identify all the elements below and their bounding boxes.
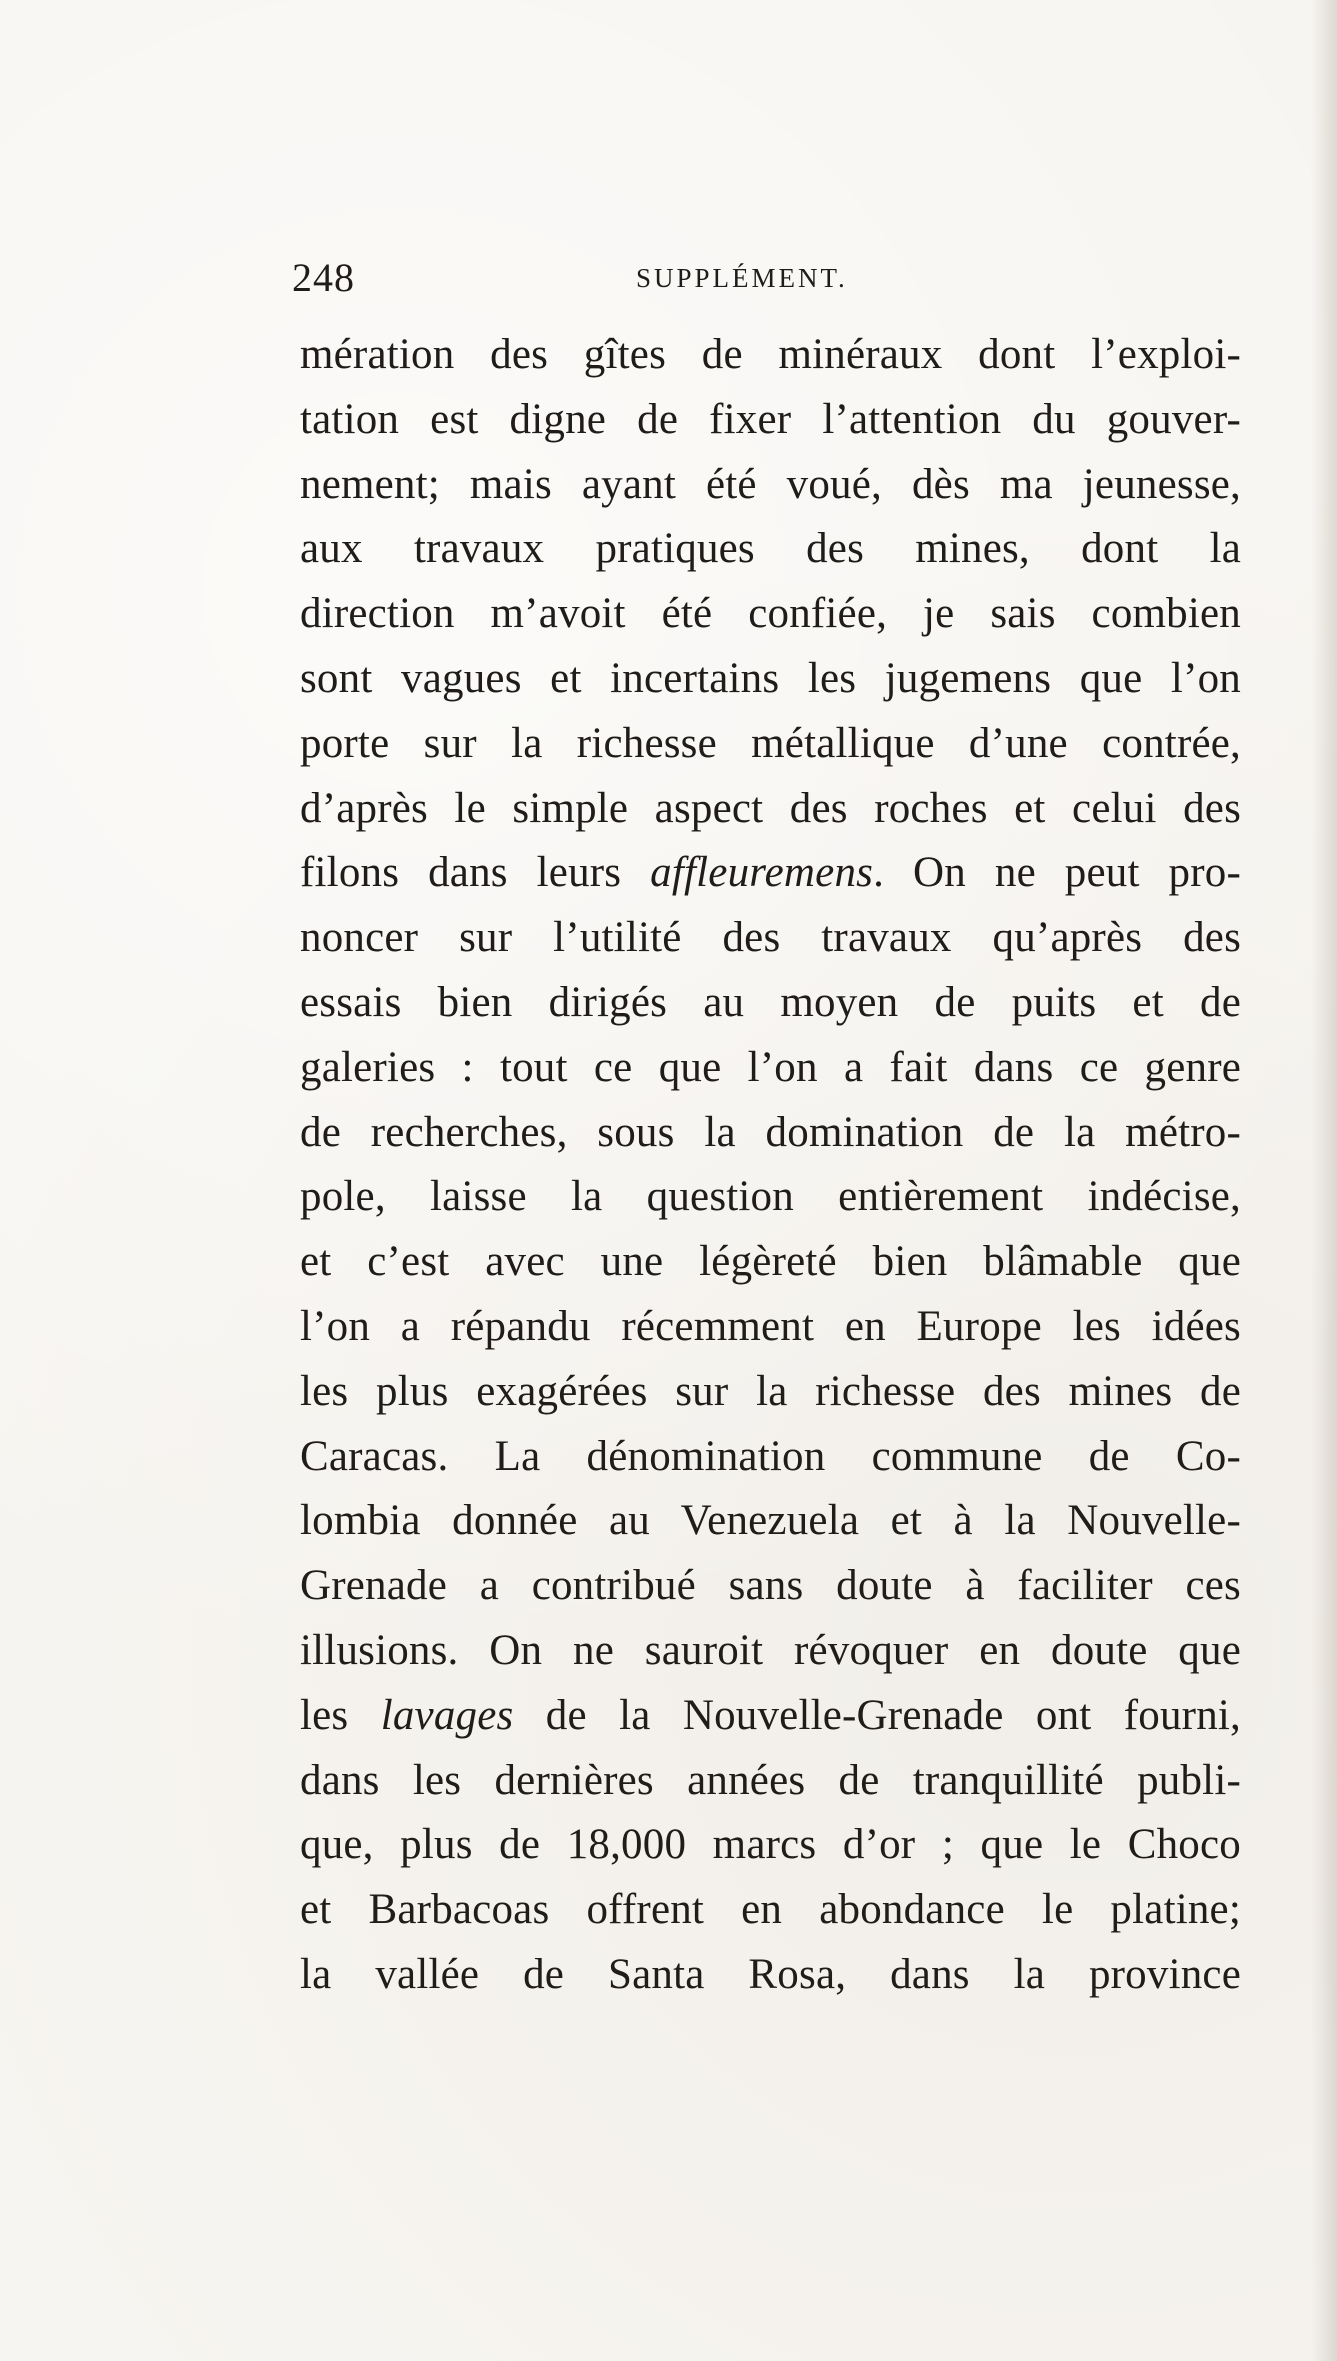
text-line <box>300 777 1241 842</box>
text-run: mération des gîtes de minéraux dont l’exploi- <box>300 331 1241 378</box>
text-run: filons dans leurs <box>300 849 651 897</box>
text-line <box>300 1684 1241 1749</box>
text-run: lombia donnée au Venezuela et à la Nouvelle- <box>300 1497 1241 1545</box>
text-run: illusions. On ne sauroit révoquer en doute que <box>300 1626 1241 1674</box>
text-line <box>300 1813 1241 1878</box>
text-run: et c’est avec une légèreté bien blâmable que <box>300 1238 1241 1286</box>
text-line <box>300 1878 1241 1943</box>
text-line <box>300 323 1241 388</box>
text-line <box>300 1749 1241 1814</box>
text-run: noncer sur l’utilité des travaux qu’après des <box>300 914 1241 962</box>
text-run: direction m’avoit été confiée, je sais combien <box>300 590 1241 638</box>
text-run: la vallée de Santa Rosa, dans la province <box>300 1950 1241 1998</box>
text-line <box>300 906 1241 971</box>
text-run: nement; mais ayant été voué, dès ma jeunesse, <box>300 460 1241 508</box>
text-run: . On ne peut pro- <box>873 849 1241 897</box>
text-run: essais bien dirigés au moyen de puits et de <box>300 978 1241 1026</box>
text-line <box>300 453 1241 518</box>
italic-word: lavages <box>380 1691 514 1739</box>
text-run: les plus exagérées sur la richesse des mines de <box>300 1367 1241 1415</box>
text-line <box>300 647 1241 712</box>
text-run: porte sur la richesse métallique d’une contrée, <box>300 719 1241 767</box>
text-line <box>300 1619 1241 1684</box>
text-line <box>300 841 1241 906</box>
text-run: Caracas. La dénomination commune de Co- <box>300 1432 1241 1480</box>
text-run: Grenade a contribué sans doute à faciliter ces <box>300 1562 1241 1610</box>
text-run: pole, laisse la question entièrement indécise, <box>300 1173 1241 1221</box>
page-header <box>292 255 1247 300</box>
text-line <box>300 388 1241 453</box>
text-line <box>300 1943 1241 2008</box>
italic-word: affleuremens <box>650 849 874 897</box>
text-line <box>300 517 1241 582</box>
text-line <box>300 1489 1241 1554</box>
text-run: tation est digne de fixer l’attention du gouver- <box>300 395 1241 443</box>
text-run: l’on a répandu récemment en Europe les idées <box>300 1302 1241 1350</box>
text-run: galeries : tout ce que l’on a fait dans ce genre <box>300 1043 1241 1091</box>
text-line <box>300 1230 1241 1295</box>
text-line <box>300 712 1241 777</box>
text-line <box>300 1295 1241 1360</box>
running-head: SUPPLÉMENT. <box>636 263 848 293</box>
body-text <box>300 323 1241 2008</box>
text-line <box>300 1165 1241 1230</box>
text-line <box>300 1101 1241 1166</box>
text-run: les <box>300 1691 381 1739</box>
page-edge-shadow <box>1311 0 1337 2361</box>
text-run: que, plus de 18,000 marcs d’or ; que le Choco <box>300 1821 1241 1869</box>
text-line <box>300 1425 1241 1490</box>
text-run: sont vagues et incertains les jugemens que l’on <box>300 654 1241 702</box>
text-run: aux travaux pratiques des mines, dont la <box>300 525 1241 573</box>
text-run: de la Nouvelle-Grenade ont fourni, <box>513 1691 1241 1739</box>
text-run: dans les dernières années de tranquillité publi- <box>300 1756 1241 1804</box>
text-line <box>300 1036 1241 1101</box>
text-line <box>300 582 1241 647</box>
page-number: 248 <box>292 255 355 300</box>
text-run: d’après le simple aspect des roches et celui des <box>300 784 1241 832</box>
text-line <box>300 1360 1241 1425</box>
text-run: et Barbacoas offrent en abondance le platine; <box>300 1886 1241 1934</box>
text-line <box>300 1554 1241 1619</box>
text-run: de recherches, sous la domination de la métro- <box>300 1108 1241 1156</box>
text-line <box>300 971 1241 1036</box>
